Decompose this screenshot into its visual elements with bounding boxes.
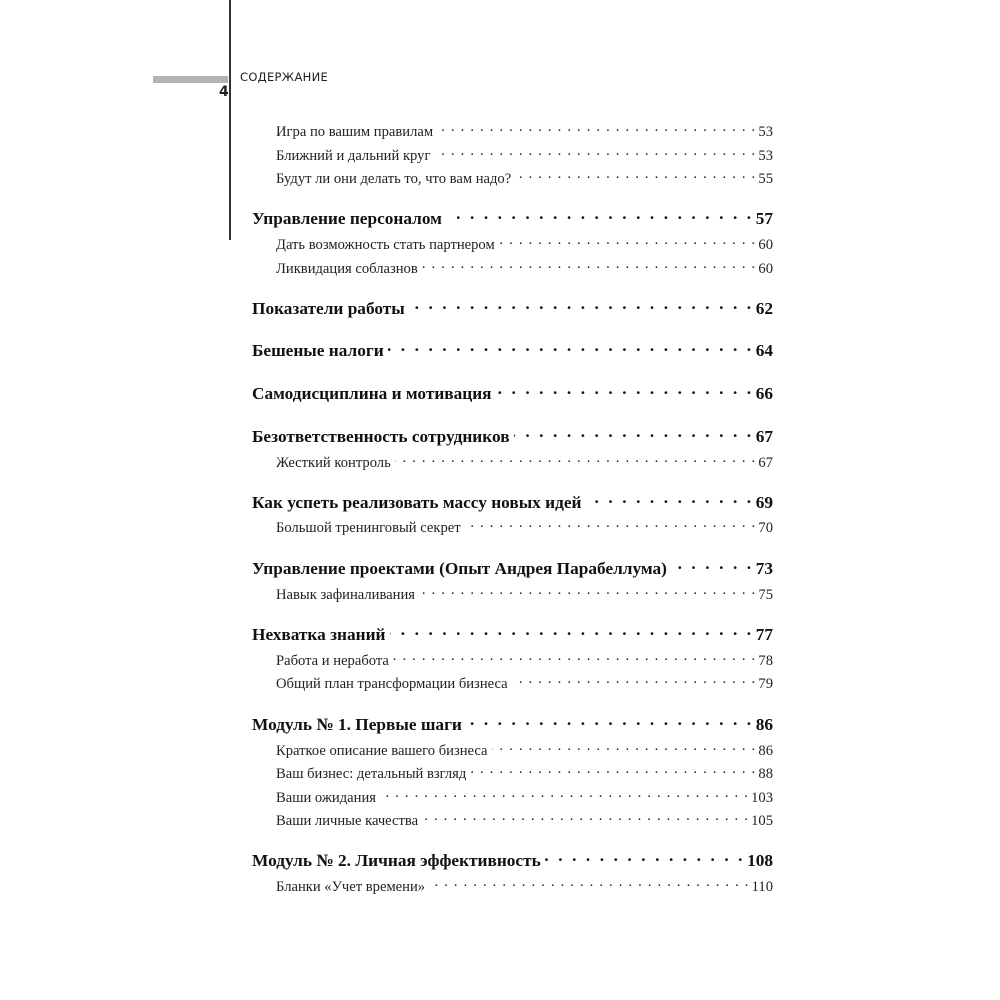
- toc-chapter-title: Модуль № 1. Первые шаги: [252, 715, 462, 734]
- dot-leader: [434, 143, 756, 160]
- toc-entry-page: 110: [751, 879, 773, 895]
- toc-entry[interactable]: [276, 256, 773, 278]
- toc-entry[interactable]: [276, 450, 773, 472]
- toc-chapter-page: 66: [755, 384, 773, 403]
- dot-leader: [395, 450, 757, 467]
- toc-chapter-title: Модуль № 2. Личная эффективность: [252, 851, 541, 870]
- dot-leader: [514, 422, 754, 442]
- toc-entry-page: 78: [758, 653, 773, 669]
- toc-entry[interactable]: [276, 166, 773, 188]
- dot-leader: [545, 846, 745, 866]
- dot-leader: [512, 671, 757, 688]
- toc-entry-title: Будут ли они делать то, что вам надо?: [276, 171, 512, 187]
- toc-entry[interactable]: [276, 761, 773, 783]
- dot-leader: [437, 119, 756, 136]
- toc-entry[interactable]: [276, 671, 773, 693]
- toc-entry-title: Навык зафиналивания: [276, 587, 415, 603]
- toc-entry-title: Работа и неработа: [276, 653, 389, 669]
- toc-chapter-page: 108: [747, 851, 773, 870]
- dot-leader: [466, 710, 754, 730]
- dot-leader: [515, 166, 756, 183]
- toc-entry-page: 75: [758, 587, 773, 603]
- toc-chapter[interactable]: [252, 620, 773, 645]
- toc-entry-title: Игра по вашим правилам: [276, 124, 434, 140]
- toc-entry-title: Ликвидация соблазнов: [276, 261, 418, 277]
- toc-entry[interactable]: [276, 515, 773, 537]
- toc-entry-title: Ближний и дальний круг: [276, 148, 431, 164]
- toc-entry[interactable]: [276, 582, 773, 604]
- toc-entry-title: Ваши ожидания: [276, 790, 376, 806]
- dot-leader: [390, 620, 754, 640]
- toc-chapter[interactable]: [252, 554, 773, 579]
- toc-chapter-page: 73: [755, 559, 773, 578]
- toc-entry-title: Краткое описание вашего бизнеса: [276, 743, 488, 759]
- dot-leader: [496, 379, 754, 399]
- toc-chapter-title: Управление персоналом: [252, 209, 442, 228]
- toc-entry-page: 105: [751, 813, 773, 829]
- toc-entry[interactable]: [276, 648, 773, 670]
- toc-entry-page: 67: [758, 455, 773, 471]
- toc-entry[interactable]: [276, 785, 773, 807]
- toc-chapter-title: Показатели работы: [252, 299, 405, 318]
- dot-leader: [446, 204, 754, 224]
- toc-chapter-page: 62: [755, 299, 773, 318]
- dot-leader: [585, 488, 753, 508]
- toc-entry[interactable]: [276, 874, 773, 896]
- toc-chapter-page: 86: [755, 715, 773, 734]
- dot-leader: [429, 874, 750, 891]
- toc-entry-page: 70: [758, 520, 773, 536]
- toc-chapter-title: Самодисциплина и мотивация: [252, 384, 492, 403]
- toc-entry[interactable]: [276, 808, 773, 830]
- dot-leader: [470, 761, 756, 778]
- toc-entry-page: 79: [758, 676, 773, 692]
- dot-leader: [393, 648, 757, 665]
- dot-leader: [419, 582, 756, 599]
- toc-chapter[interactable]: [252, 710, 773, 735]
- toc-chapter-page: 57: [755, 209, 773, 228]
- toc-entry-title: Большой тренинговый секрет: [276, 520, 461, 536]
- toc-entry-page: 86: [758, 743, 773, 759]
- toc-entry-page: 53: [758, 124, 773, 140]
- toc-chapter-page: 69: [755, 493, 773, 512]
- toc-entry[interactable]: [276, 143, 773, 165]
- toc-entry[interactable]: [276, 119, 773, 141]
- page-number: 4: [219, 84, 229, 100]
- toc-chapter-title: Как успеть реализовать массу новых идей: [252, 493, 582, 512]
- toc-entry-page: 103: [751, 790, 773, 806]
- toc-chapter[interactable]: [252, 379, 773, 404]
- dot-leader: [388, 336, 754, 356]
- toc-entry-title: Общий план трансформации бизнеса: [276, 676, 508, 692]
- toc-chapter[interactable]: [252, 846, 773, 871]
- dot-leader: [380, 785, 749, 802]
- toc-entry-title: Дать возможность стать партнером: [276, 237, 495, 253]
- dot-leader: [409, 294, 754, 314]
- toc-entry-title: Ваш бизнес: детальный взгляд: [276, 766, 467, 782]
- toc-entry-page: 53: [758, 148, 773, 164]
- dot-leader: [499, 232, 757, 249]
- dot-leader: [492, 738, 757, 755]
- toc-chapter[interactable]: [252, 422, 773, 447]
- toc-entry-title: Жесткий контроль: [276, 455, 391, 471]
- running-head: СОДЕРЖАНИЕ: [240, 70, 329, 84]
- toc-chapter-title: Бешеные налоги: [252, 341, 384, 360]
- toc-chapter-page: 77: [755, 625, 773, 644]
- dot-leader: [422, 808, 749, 825]
- dot-leader: [465, 515, 757, 532]
- toc-entry-title: Бланки «Учет времени»: [276, 879, 426, 895]
- toc-chapter-page: 67: [755, 427, 773, 446]
- toc-entry-page: 60: [758, 237, 773, 253]
- toc-entry-page: 88: [758, 766, 773, 782]
- toc-entry[interactable]: [276, 232, 773, 254]
- toc-chapter[interactable]: [252, 294, 773, 319]
- toc-entry-title: Ваши личные качества: [276, 813, 419, 829]
- toc-chapter[interactable]: [252, 204, 773, 229]
- toc-entry[interactable]: [276, 738, 773, 760]
- toc-entry-page: 55: [758, 171, 773, 187]
- dot-leader: [422, 256, 757, 273]
- toc-entry-page: 60: [758, 261, 773, 277]
- toc-chapter[interactable]: [252, 488, 773, 513]
- toc-chapter-title: Управление проектами (Опыт Андрея Парабеллума): [252, 559, 667, 578]
- toc-chapter-page: 64: [755, 341, 773, 360]
- toc-chapter-title: Нехватка знаний: [252, 625, 386, 644]
- dot-leader: [671, 554, 754, 574]
- toc-chapter[interactable]: [252, 336, 773, 361]
- toc-chapter-title: Безответственность сотрудников: [252, 427, 510, 446]
